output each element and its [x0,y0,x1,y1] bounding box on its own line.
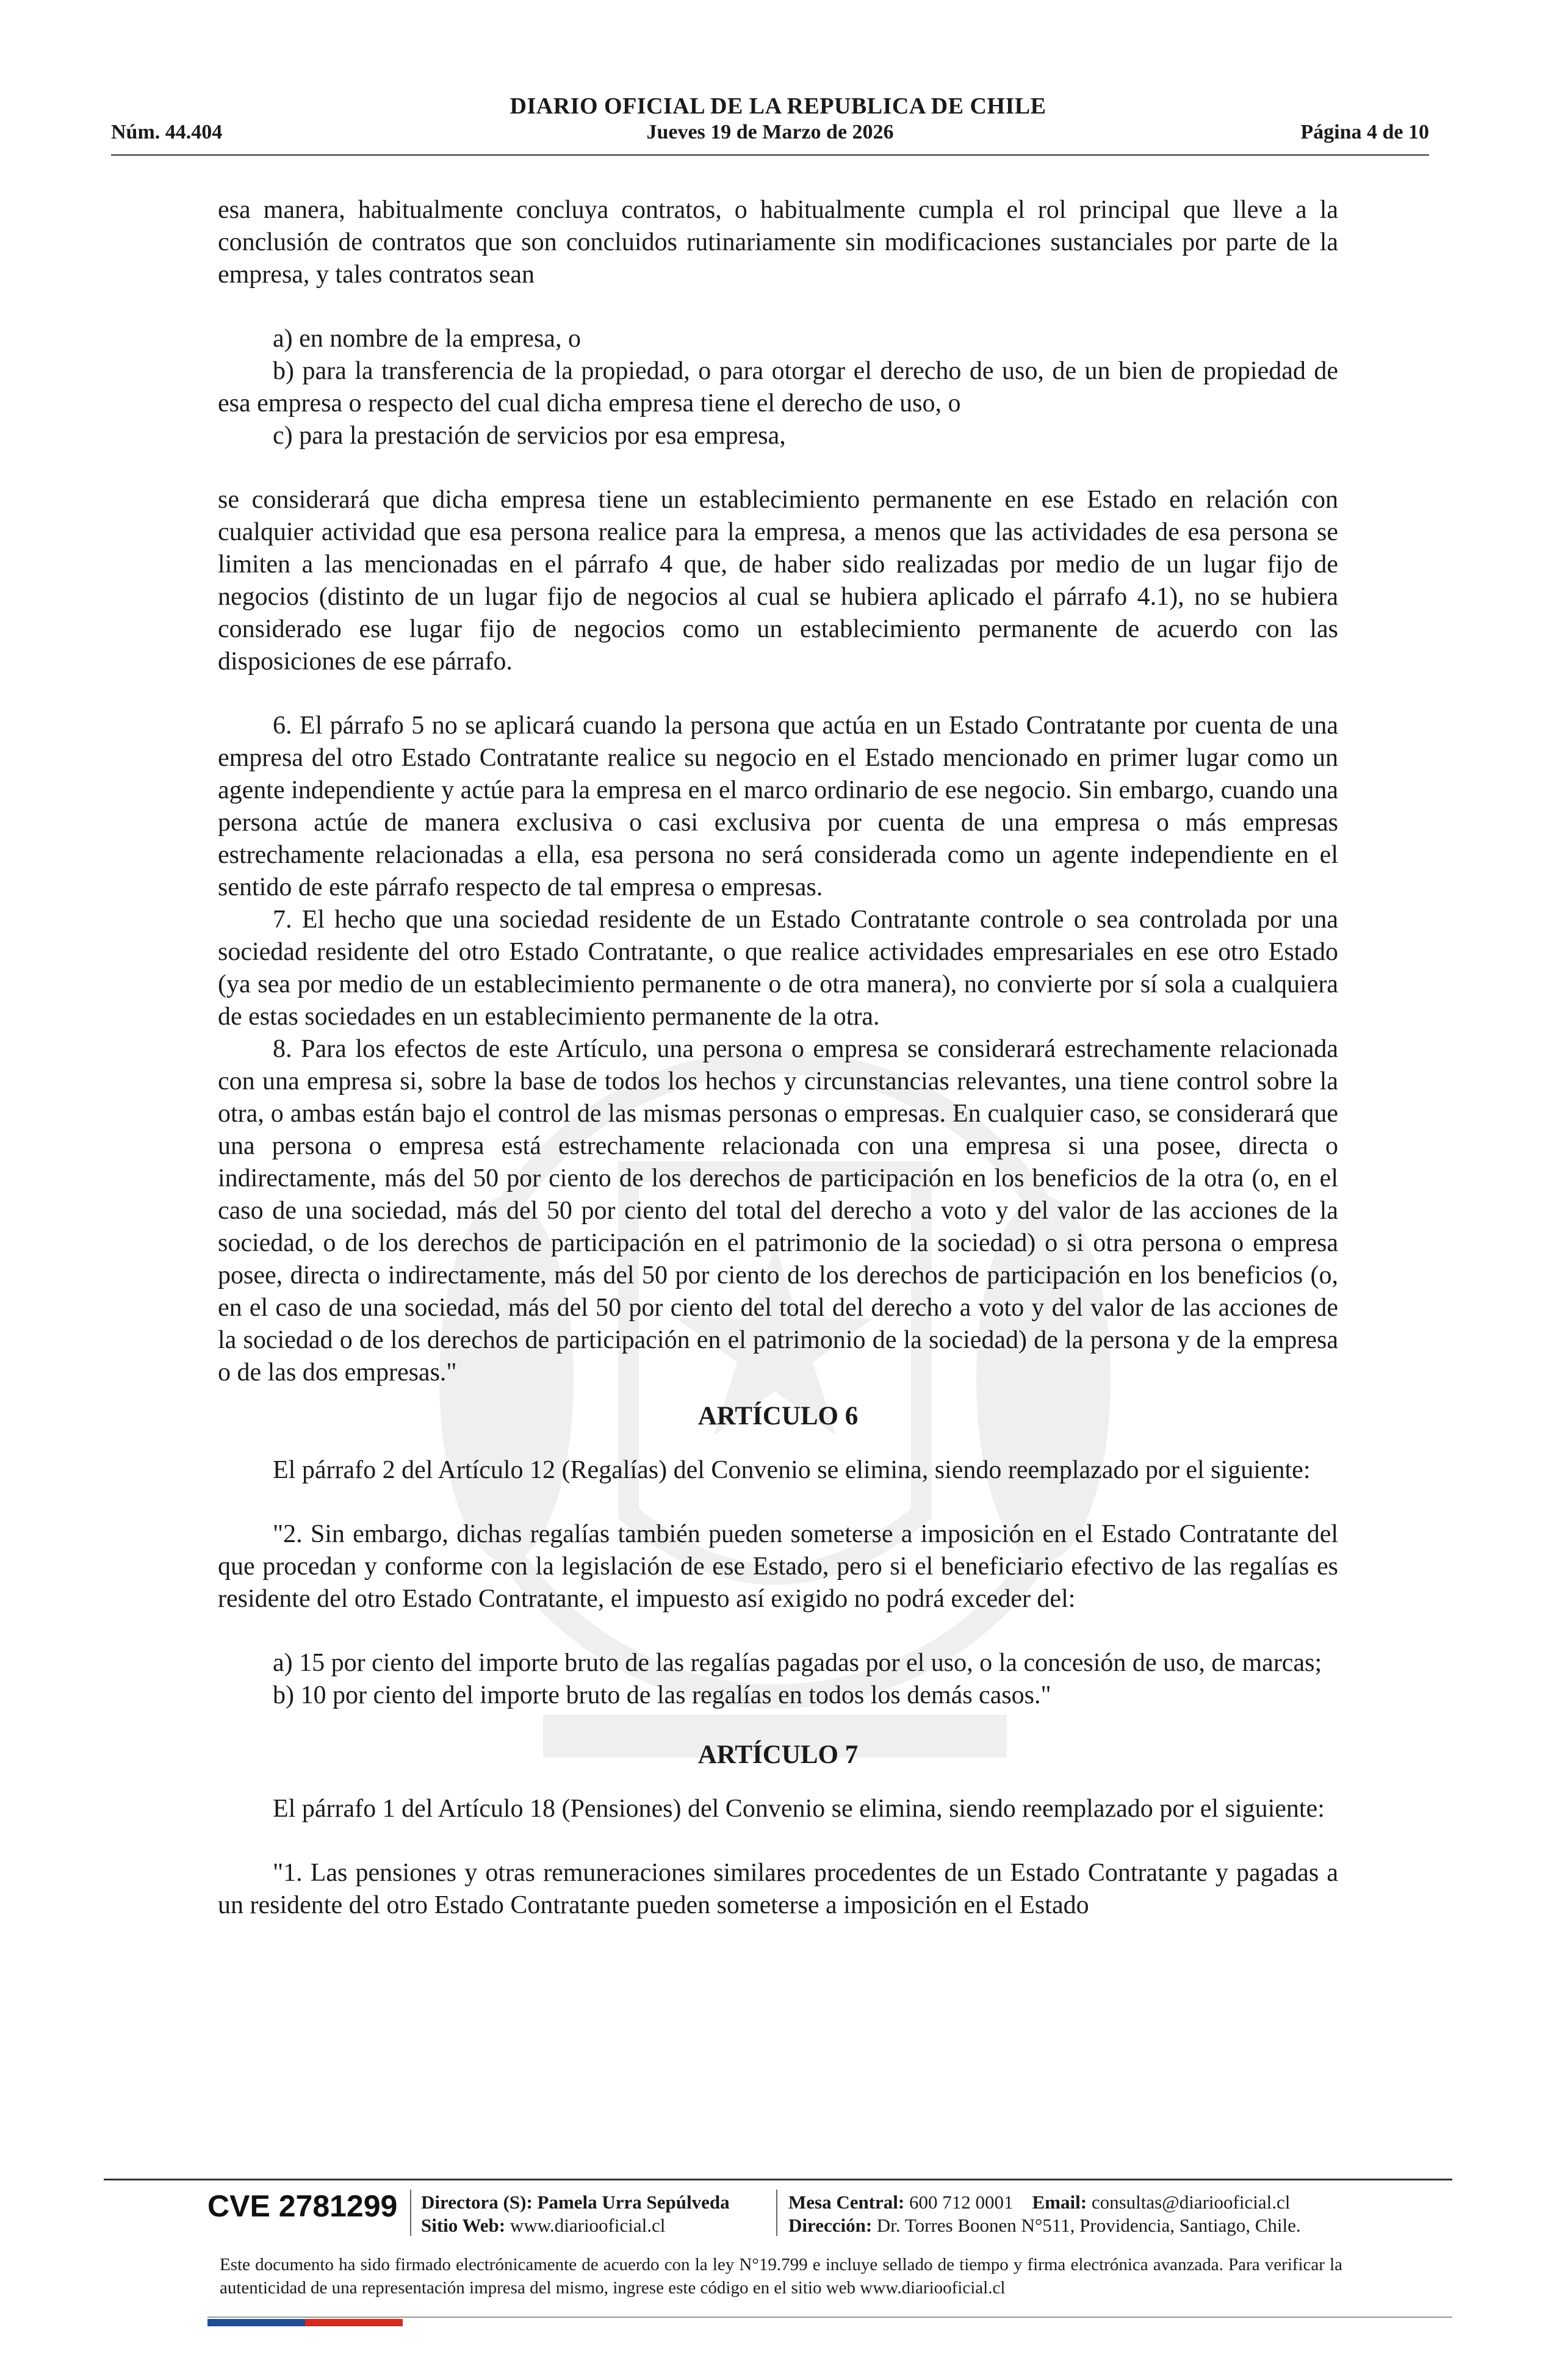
legal-notice: Este documento ha sido firmado electrónicamente de acuerdo con la ley N°19.799 e incluye sellado de tiempo y firma electrónica avanzada. Para verificar la autenticidad de una representación impresa del mismo, ingrese este código en el sitio web www.diariooficial.cl [220,2255,1342,2298]
footer-bottom-rule [207,2317,1452,2318]
site-link[interactable]: www.diariooficial.cl [510,2215,666,2236]
header-row [111,121,1429,151]
list-item-a: a) en nombre de la empresa, o [273,325,581,353]
paragraph-6: 6. El párrafo 5 no se aplicará cuando la persona que actúa en un Estado Contratante por cuenta de una empresa del otro Estado Contratante realice su negocio en el Estado mencionado en primer lugar como un agente independiente y actúe para la empresa en el marco ordinario de ese negocio. Sin embargo, cuando una persona actúe de manera exclusiva o casi exclusiva por cuenta de una empresa o más empresas estrechamente relacionadas a ella, esa persona no será considerada como un agente independiente en el sentido de este párrafo respecto de tal empresa o empresas. [218,712,1338,901]
article-6-intro: El párrafo 2 del Artículo 12 (Regalías) del Convenio se elimina, siendo reemplazado por el siguiente: [273,1456,1311,1484]
cve-code: CVE 2781299 [207,2189,398,2223]
flag-red-segment [305,2319,403,2326]
email-label: Email: [1032,2191,1087,2213]
footer-separator [776,2190,777,2236]
site-label: Sitio Web: [421,2215,506,2236]
paragraph: esa manera, habitualmente concluya contratos, o habitualmente cumpla el rol principal que lleve a la conclusión de contratos que son concluidos rutinariamente sin modificaciones sustanciales por parte de la empresa, y tales contratos sean [218,196,1338,289]
gazette-title: DIARIO OFICIAL DE LA REPUBLICA DE CHILE [510,93,1046,119]
document-body [218,194,1338,1922]
address-value: Dr. Torres Boonen N°511, Providencia, Santiago, Chile. [876,2215,1301,2236]
issue-number: Núm. 44.404 [111,121,223,143]
footer-separator [410,2190,411,2236]
page-indicator: Página 4 de 10 [1300,121,1429,143]
director-label: Directora (S): [421,2191,533,2213]
article-6-quote: "2. Sin embargo, dichas regalías también pueden someterse a imposición en el Estado Contratante del que procedan y conforme con la legislación de ese Estado, pero si el beneficiario efectivo de las regalías es residente del otro Estado Contratante, el impuesto así exigido no podrá exceder del: [218,1520,1338,1613]
article-7-quote: "1. Las pensiones y otras remuneraciones similares procedentes de un Estado Contratante y pagadas a un residente del otro Estado Contratante pueden someterse a imposición en el Estado [218,1859,1338,1919]
article-6-item-b: b) 10 por ciento del importe bruto de las regalías en todos los demás casos." [273,1681,1051,1709]
article-6-item-a: a) 15 por ciento del importe bruto de las regalías pagadas por el uso, o la concesión de uso, de marcas; [273,1649,1322,1677]
footer-divider [104,2179,1452,2180]
issue-date: Jueves 19 de Marzo de 2026 [646,121,894,143]
paragraph-8: 8. Para los efectos de este Artículo, una persona o empresa se considerará estrechamente relacionada con una empresa si, sobre la base de todos los hechos y circunstancias relevantes, una tiene control sobre la otra, o ambas están bajo el control de las mismas personas o empresas. En cualquier caso, se considerará que una persona o empresa está estrechamente relacionada con una empresa si una posee, directa o indirectamente, más del 50 por ciento de los derechos de participación en los beneficios de la otra (o, en el caso de una sociedad, más del 50 por ciento del total del derecho a voto y del valor de las acciones de la sociedad, o de los derechos de participación en el patrimonio de la sociedad) o si otra persona o empresa posee, directa o indirectamente, más del 50 por ciento de los derechos de participación en los beneficios (o, en el caso de una sociedad, más del 50 por ciento del total del derecho a voto y del valor de las acciones de la sociedad o de los derechos de participación en el patrimonio de la sociedad) de la persona y de la empresa o de las dos empresas." [218,1035,1338,1387]
flag-color-bar [207,2319,403,2326]
list-item-c: c) para la prestación de servicios por esa empresa, [273,422,786,450]
phone-label: Mesa Central: [788,2191,905,2213]
list-item-b: b) para la transferencia de la propiedad, o para otorgar el derecho de uso, de un bien de propiedad de esa empresa o respecto del cual dicha empresa tiene el derecho de uso, o [218,357,1338,417]
article-7-intro: El párrafo 1 del Artículo 18 (Pensiones) del Convenio se elimina, siendo reemplazado por el siguiente: [273,1795,1325,1823]
article-7-heading: ARTÍCULO 7 [697,1740,859,1769]
article-6-heading: ARTÍCULO 6 [697,1402,859,1430]
director-name: Pamela Urra Sepúlveda [537,2191,730,2213]
phone-value: 600 712 0001 [909,2191,1014,2213]
address-label: Dirección: [788,2215,873,2236]
footer-director-block [421,2191,730,2237]
paragraph-7: 7. El hecho que una sociedad residente de un Estado Contratante controle o sea controlada por una sociedad residente del otro Estado Contratante, o que realice actividades empresariales en ese otro Estado (ya sea por medio de un establecimiento permanente o de otra manera), no convierte por sí sola a cualquiera de estas sociedades en un establecimiento permanente de la otra. [218,906,1338,1031]
flag-blue-segment [207,2319,305,2326]
email-link[interactable]: consultas@diariooficial.cl [1091,2191,1291,2213]
paragraph: se considerará que dicha empresa tiene un establecimiento permanente en ese Estado en relación con cualquier actividad que esa persona realice para la empresa, a menos que las actividades de esa persona se limiten a las mencionadas en el párrafo 4 que, de haber sido realizadas por medio de un lugar fijo de negocios (distinto de un lugar fijo de negocios al cual se hubiera aplicado el párrafo 4.1), no se hubiera considerado ese lugar fijo de negocios como un establecimiento permanente de acuerdo con las disposiciones de ese párrafo. [218,486,1338,676]
footer-contact-block [788,2191,1301,2237]
header-divider [111,154,1429,156]
